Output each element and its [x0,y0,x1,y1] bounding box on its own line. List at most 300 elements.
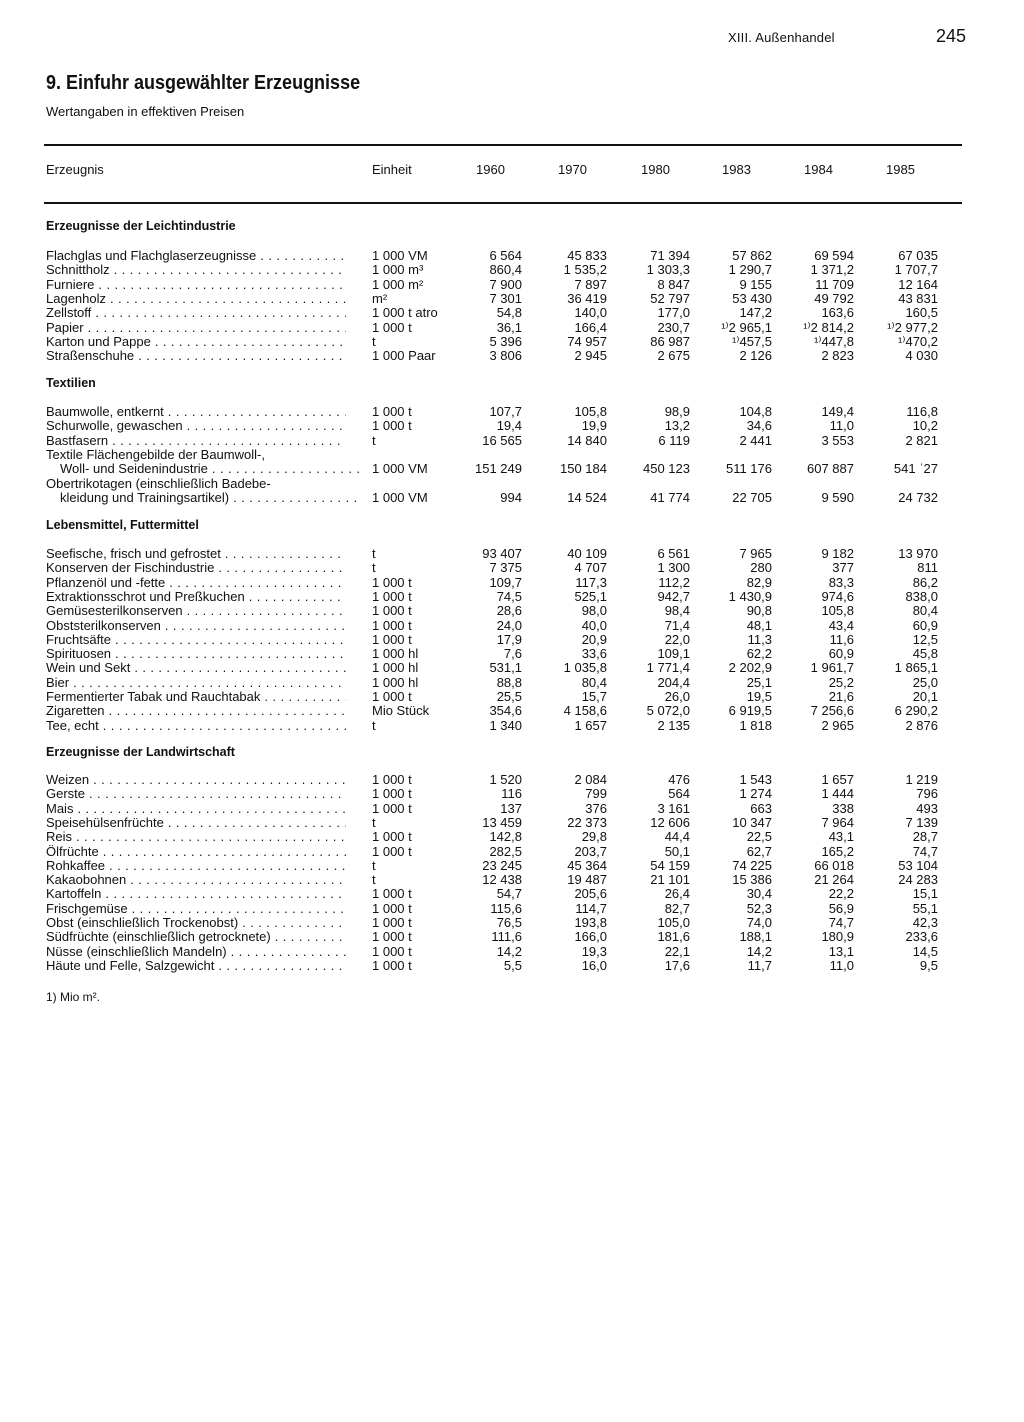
value-cell-1970: 117,3 [575,574,607,590]
page-subtitle: Wertangaben in effektiven Preisen [46,104,245,119]
value-cell-1985: 1 707,7 [894,262,938,278]
table-row [0,816,1024,830]
column-header-erzeugnis: Erzeugnis [46,162,104,177]
value-cell-1984: 2 965 [821,717,854,733]
value-cell-1970: 1 657 [574,717,607,733]
value-cell-1970: 376 [585,800,607,816]
value-cell-1985: 24 732 [898,489,938,505]
row-label: Tee, echt . . . [46,719,346,733]
page-number: 245 [936,26,967,46]
value-cell-1983: 1 290,7 [728,262,772,278]
row-unit: 1 000 t [372,900,412,916]
value-cell-1980: 105,0 [657,915,690,930]
value-cell-1980: 26,0 [664,689,690,704]
row-unit: 1 000 t [372,617,412,633]
value-cell-1984: 165,2 [821,843,854,859]
table-row [0,845,1024,859]
value-cell-1985: 20,1 [912,689,938,704]
row-unit: 1 000 t [372,800,412,816]
value-cell-1985: 60,9 [912,617,938,633]
value-cell-1984: 7 964 [821,814,854,830]
table-row [0,676,1024,690]
value-cell-1970: 525,1 [574,588,607,604]
value-cell-1970: 14 840 [567,432,607,448]
row-label: Extraktionsschrot und Preßkuchen . . . [46,590,346,604]
table-row [0,405,1024,419]
value-cell-1970: 1 035,8 [563,660,607,676]
value-cell-1970: 205,6 [574,886,607,902]
value-cell-1984: 149,4 [821,404,854,419]
value-cell-1984: 1 371,2 [810,262,854,278]
table-row [0,959,1024,973]
table-row [0,434,1024,448]
value-cell-1984: 9 182 [821,546,854,561]
section-heading: Textilien [46,376,96,390]
value-cell-1985: 80,4 [912,603,938,619]
table-header-rule [44,202,962,204]
value-cell-1960: 76,5 [496,915,522,930]
value-cell-1970: 2 945 [574,348,607,364]
value-cell-1980: 86 987 [650,333,690,349]
column-header-1980: 1980 [641,162,670,177]
value-cell-1983: 147,2 [739,305,772,321]
row-label: Spirituosen . . . [46,647,346,661]
value-cell-1985: 541 ˈ27 [893,461,938,477]
value-cell-1960: 3 806 [489,348,522,364]
value-cell-1970: 20,9 [581,631,607,647]
value-cell-1985: 12 164 [898,276,938,292]
value-cell-1985: 233,6 [905,929,938,945]
value-cell-1985: 9,5 [919,957,938,973]
table-row [0,477,1024,491]
value-cell-1960: 151 249 [475,461,522,477]
row-unit: 1 000 m² [372,276,424,292]
row-label: Fermentierter Tabak und Rauchtabak . . . [46,690,346,704]
value-cell-1983: 2 126 [739,348,772,364]
value-cell-1983: 53 430 [732,290,772,306]
section-heading: Lebensmittel, Futtermittel [46,518,199,532]
table-row [0,773,1024,787]
value-cell-1970: 1 535,2 [563,262,607,278]
value-cell-1983: 74 225 [732,857,772,873]
row-label: Mais . . . [46,802,346,816]
value-cell-1985: 67 035 [898,248,938,263]
row-unit: 1 000 t [372,603,412,619]
value-cell-1983: 6 919,5 [728,703,772,719]
value-cell-1983: 90,8 [746,603,772,619]
value-cell-1960: 19,4 [496,418,522,434]
row-label: Gerste . . . [46,787,346,801]
value-cell-1984: 180,9 [821,929,854,945]
value-cell-1970: 2 084 [574,772,607,787]
value-cell-1980: 44,4 [664,829,690,845]
value-cell-1985: 55,1 [912,900,938,916]
value-cell-1983: 7 965 [739,546,772,561]
value-cell-1984: 105,8 [821,603,854,619]
value-cell-1960: 25,5 [496,689,522,704]
row-unit: 1 000 t [372,915,412,930]
value-cell-1984: 11,0 [829,418,854,434]
value-cell-1983: 2 202,9 [728,660,772,676]
value-cell-1985: 811 [917,560,938,576]
value-cell-1960: 12 438 [482,872,522,888]
row-label: Zigaretten . . . [46,704,346,718]
row-unit: 1 000 hl [372,660,419,676]
row-label: Furniere . . . [46,278,346,292]
value-cell-1984: 7 256,6 [810,703,854,719]
value-cell-1980: 71 394 [650,248,690,263]
table-row [0,945,1024,959]
value-cell-1970: 40,0 [581,617,607,633]
value-cell-1960: 137 [500,800,522,816]
value-cell-1983: 25,1 [746,674,772,690]
value-cell-1980: 2 675 [657,348,690,364]
value-cell-1985: 43 831 [898,290,938,306]
row-label: Südfrüchte (einschließlich getrocknete) . . . [46,930,346,944]
row-unit: t [372,432,376,448]
value-cell-1980: 942,7 [657,588,690,604]
value-cell-1970: 33,6 [581,646,607,662]
value-cell-1984: ¹⁾447,8 [813,333,854,349]
value-cell-1970: 114,7 [575,900,607,916]
row-label: Reis . . . [46,830,346,844]
value-cell-1970: 166,4 [574,319,607,335]
row-unit: 1 000 m³ [372,262,424,278]
row-unit: 1 000 VM [372,248,428,263]
value-cell-1984: 60,9 [828,646,854,662]
value-cell-1970: 74 957 [567,333,607,349]
value-cell-1970: 40 109 [567,546,607,561]
value-cell-1985: 7 139 [905,814,938,830]
row-label: Fruchtsäfte . . . [46,633,346,647]
row-unit: t [372,333,376,349]
table-row [0,547,1024,561]
value-cell-1980: 181,6 [657,929,690,945]
value-cell-1970: 15,7 [581,689,607,704]
value-cell-1984: 974,6 [821,588,854,604]
value-cell-1983: 11,3 [747,631,772,647]
value-cell-1985: 1 865,1 [894,660,938,676]
value-cell-1984: 21 264 [814,872,854,888]
value-cell-1983: 62,7 [746,843,772,859]
table-row [0,335,1024,349]
page-title: 9. Einfuhr ausgewählter Erzeugnisse [46,72,361,94]
row-label: Ölfrüchte . . . [46,845,346,859]
table-row [0,787,1024,801]
value-cell-1983: 663 [750,800,772,816]
row-unit: 1 000 t [372,631,412,647]
value-cell-1980: 6 119 [658,432,690,448]
value-cell-1960: 994 [500,489,522,505]
value-cell-1960: 28,6 [496,603,522,619]
row-unit: 1 000 VM [372,489,428,505]
value-cell-1983: 9 155 [739,276,772,292]
value-cell-1960: 354,6 [489,703,522,719]
table-row [0,661,1024,675]
value-cell-1985: 4 030 [905,348,938,364]
table-row [0,647,1024,661]
row-label: Schnittholz . . . [46,263,346,277]
row-unit: 1 000 hl [372,646,419,662]
value-cell-1980: 12 606 [650,814,690,830]
value-cell-1960: 6 564 [489,248,522,263]
value-cell-1983: 1 818 [739,717,772,733]
value-cell-1970: 29,8 [581,829,607,845]
table-row [0,704,1024,718]
value-cell-1960: 24,0 [496,617,522,633]
value-cell-1983: 10 347 [732,814,772,830]
table-row [0,462,1024,476]
table-top-rule [44,144,962,146]
row-label: Obststerilkonserven . . . [46,619,346,633]
row-label: Rohkaffee . . . [46,859,346,873]
value-cell-1980: 109,1 [657,646,690,662]
table-row [0,930,1024,944]
row-label: Kartoffeln . . . [46,887,346,901]
row-unit: 1 000 t [372,404,412,419]
value-cell-1984: 66 018 [814,857,854,873]
table-row [0,690,1024,704]
value-cell-1985: 12,5 [912,631,938,647]
value-cell-1985: 796 [916,786,938,802]
table-row [0,349,1024,363]
table-row [0,887,1024,901]
value-cell-1983: 52,3 [746,900,772,916]
section-heading: Erzeugnisse der Landwirtschaft [46,745,235,759]
value-cell-1960: 7,6 [503,646,522,662]
value-cell-1984: 43,4 [828,617,854,633]
row-unit: 1 000 t [372,772,412,787]
value-cell-1960: 109,7 [489,574,522,590]
row-label: Konserven der Fischindustrie . . . [46,561,346,575]
value-cell-1980: 21 101 [650,872,690,888]
value-cell-1983: 30,4 [746,886,772,902]
value-cell-1960: 116 [501,786,522,802]
column-header-1984: 1984 [804,162,833,177]
value-cell-1980: 1 771,4 [646,660,690,676]
value-cell-1970: 203,7 [574,843,607,859]
value-cell-1960: 54,7 [496,886,522,902]
table-row [0,633,1024,647]
table-row [0,604,1024,618]
table-row [0,619,1024,633]
row-label: Lagenholz . . . [46,292,346,306]
value-cell-1983: 34,6 [746,418,772,434]
value-cell-1984: 163,6 [821,305,854,321]
row-unit: 1 000 t [372,829,412,845]
value-cell-1984: 11 709 [815,276,854,292]
value-cell-1985: 6 290,2 [894,703,938,719]
row-label: Baumwolle, entkernt . . . [46,405,346,419]
value-cell-1980: 98,4 [664,603,690,619]
value-cell-1984: 74,7 [828,915,854,930]
value-cell-1984: 21,6 [828,689,854,704]
column-header-1970: 1970 [558,162,587,177]
value-cell-1985: 24 283 [898,872,938,888]
value-cell-1985: 53 104 [898,857,938,873]
value-cell-1983: 82,9 [746,574,772,590]
value-cell-1983: 14,2 [746,943,772,959]
value-cell-1985: 28,7 [912,829,938,845]
value-cell-1980: 476 [668,772,690,787]
value-cell-1970: 45 364 [567,857,607,873]
value-cell-1980: 6 561 [657,546,690,561]
value-cell-1985: 25,0 [912,674,938,690]
value-cell-1960: 5 396 [489,333,522,349]
row-label: Bastfasern . . . [46,434,346,448]
value-cell-1980: 230,7 [657,319,690,335]
value-cell-1960: 36,1 [496,319,522,335]
row-label: Speisehülsenfrüchte . . . [46,816,346,830]
value-cell-1983: 57 862 [732,248,772,263]
row-unit: t [372,872,376,888]
value-cell-1960: 7 375 [489,560,522,576]
value-cell-1970: 799 [585,786,607,802]
value-cell-1980: 2 135 [657,717,690,733]
row-unit: 1 000 t [372,319,412,335]
row-unit: t [372,857,376,873]
table-row [0,719,1024,733]
value-cell-1960: 23 245 [482,857,522,873]
table-row [0,902,1024,916]
value-cell-1984: 1 657 [821,772,854,787]
value-cell-1985: 15,1 [912,886,938,902]
value-cell-1985: 14,5 [912,943,938,959]
value-cell-1984: 607 887 [807,461,854,477]
value-cell-1983: 48,1 [746,617,772,633]
value-cell-1984: 1 444 [821,786,854,802]
value-cell-1980: 112,2 [658,574,690,590]
value-cell-1970: 80,4 [581,674,607,690]
value-cell-1985: ¹⁾2 977,2 [887,319,938,335]
row-unit: t [372,560,376,576]
value-cell-1983: ¹⁾457,5 [731,333,772,349]
table-row [0,263,1024,277]
row-label: Häute und Felle, Salzgewicht . . . [46,959,346,973]
value-cell-1984: ¹⁾2 814,2 [803,319,854,335]
value-cell-1980: 50,1 [664,843,690,859]
row-unit: 1 000 hl [372,674,419,690]
value-cell-1985: 42,3 [912,915,938,930]
column-header-1983: 1983 [722,162,751,177]
row-label: Gemüsesterilkonserven . . . [46,604,346,618]
row-label: Papier . . . [46,321,346,335]
footnote: 1) Mio m². [46,990,100,1004]
value-cell-1970: 16,0 [581,957,607,973]
value-cell-1970: 4 707 [574,560,607,576]
row-label: Obertrikotagen (einschließlich Badebe- [46,476,271,491]
value-cell-1983: 11,7 [747,957,772,973]
row-unit: Mio Stück [372,703,430,719]
value-cell-1970: 98,0 [581,603,607,619]
row-label: Kakaobohnen . . . [46,873,346,887]
value-cell-1984: 83,3 [828,574,854,590]
value-cell-1984: 25,2 [828,674,854,690]
value-cell-1970: 36 419 [567,290,607,306]
row-unit: 1 000 t [372,689,412,704]
value-cell-1960: 93 407 [482,546,522,561]
value-cell-1983: 2 441 [739,432,772,448]
row-unit: m² [372,290,388,306]
value-cell-1960: 7 900 [489,276,522,292]
value-cell-1960: 5,5 [503,957,522,973]
value-cell-1985: 116,8 [906,404,938,419]
value-cell-1980: 26,4 [664,886,690,902]
value-cell-1985: 86,2 [912,574,938,590]
value-cell-1980: 204,4 [657,674,690,690]
row-label: Pflanzenöl und -fette . . . [46,576,346,590]
value-cell-1983: 15 386 [732,872,772,888]
value-cell-1980: 22,0 [664,631,690,647]
row-label: Flachglas und Flachglaserzeugnisse . . . [46,249,346,263]
table-row [0,491,1024,505]
value-cell-1970: 45 833 [567,248,607,263]
row-label: Zellstoff . . . [46,306,346,320]
value-cell-1970: 105,8 [574,404,607,419]
value-cell-1983: ¹⁾2 965,1 [721,319,772,335]
value-cell-1985: 838,0 [905,588,938,604]
value-cell-1980: 564 [668,786,690,802]
table-row [0,292,1024,306]
value-cell-1980: 71,4 [664,617,690,633]
column-header-1960: 1960 [476,162,505,177]
value-cell-1984: 13,1 [828,943,854,959]
value-cell-1983: 22 705 [732,489,772,505]
column-header-einheit: Einheit [372,162,412,177]
table-row [0,448,1024,462]
row-unit: 1 000 t [372,943,412,959]
row-label: Schurwolle, gewaschen . . . [46,419,346,433]
row-unit: 1 000 VM [372,461,428,477]
table-row [0,830,1024,844]
value-cell-1985: 1 219 [905,772,938,787]
table-row [0,306,1024,320]
value-cell-1960: 111,6 [491,929,522,945]
value-cell-1983: 1 274 [739,786,772,802]
value-cell-1983: 511 176 [725,461,772,477]
value-cell-1980: 22,1 [664,943,690,959]
table-row [0,859,1024,873]
value-cell-1985: 493 [916,800,938,816]
value-cell-1960: 142,8 [489,829,522,845]
value-cell-1984: 56,9 [828,900,854,916]
value-cell-1960: 54,8 [496,305,522,321]
value-cell-1983: 1 430,9 [728,588,772,604]
value-cell-1980: 13,2 [664,418,690,434]
value-cell-1980: 1 303,3 [646,262,690,278]
value-cell-1980: 1 300 [657,560,690,576]
table-row [0,873,1024,887]
value-cell-1983: 280 [750,560,772,576]
row-label: Obst (einschließlich Trockenobst) . . . [46,916,346,930]
value-cell-1960: 1 520 [489,772,522,787]
value-cell-1983: 19,5 [746,689,772,704]
value-cell-1984: 3 553 [821,432,854,448]
row-label: Straßenschuhe . . . [46,349,346,363]
value-cell-1983: 74,0 [746,915,772,930]
row-unit: 1 000 t [372,786,412,802]
table-row [0,278,1024,292]
row-unit: t [372,814,376,830]
table-row [0,916,1024,930]
table-row [0,321,1024,335]
value-cell-1960: 74,5 [496,588,522,604]
table-row [0,249,1024,263]
value-cell-1984: 377 [832,560,854,576]
row-unit: 1 000 t [372,843,412,859]
value-cell-1983: 1 543 [739,772,772,787]
value-cell-1985: 13 970 [898,546,938,561]
